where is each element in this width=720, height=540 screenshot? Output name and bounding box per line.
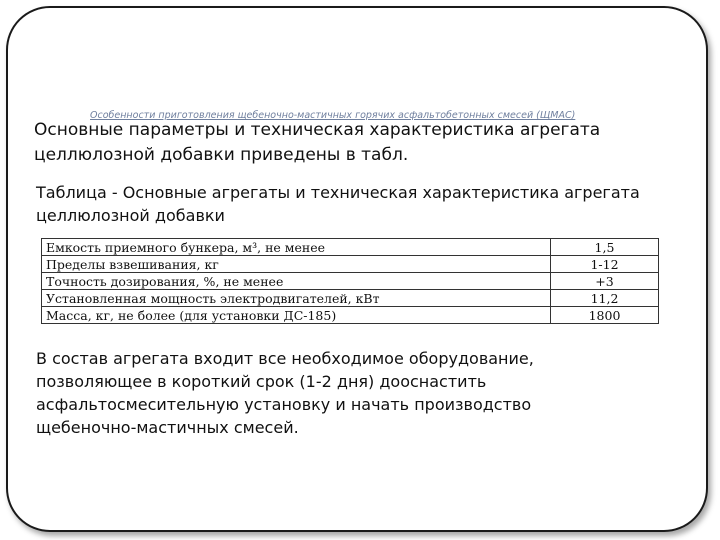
row-value: +3 bbox=[551, 273, 659, 290]
table-row bbox=[42, 290, 659, 307]
table-row bbox=[42, 239, 659, 256]
row-value: 1800 bbox=[551, 307, 659, 324]
slide-header: Особенности приготовления щебеночно-мастичных горячих асфальтобетонных смесей (ЩМАС) bbox=[90, 110, 576, 121]
row-label: Установленная мощность электродвигателей, кВт bbox=[42, 290, 551, 307]
table-row bbox=[42, 256, 659, 273]
parameters-table bbox=[41, 238, 659, 324]
row-value: 11,2 bbox=[551, 290, 659, 307]
intro-paragraph: Основные параметры и техническая характеристика агрегата целлюлозной добавки приведены в табл. bbox=[34, 120, 601, 165]
row-label: Пределы взвешивания, кг bbox=[42, 256, 551, 273]
table-row bbox=[42, 307, 659, 324]
row-value: 1,5 bbox=[551, 239, 659, 256]
row-label: Емкость приемного бункера, м³, не менее bbox=[42, 239, 551, 256]
table-row bbox=[42, 273, 659, 290]
conclusion-paragraph: В состав агрегата входит все необходимое оборудование, позволяющее в короткий срок (1-2 дня) дооснастить асфальтосмесительную установку и начать производство щебеночно-мастичных смесей. bbox=[36, 349, 534, 437]
table-caption: Таблица - Основные агрегаты и техническая характеристика агрегата целлюлозной добавки bbox=[36, 183, 640, 225]
row-label: Точность дозирования, %, не менее bbox=[42, 273, 551, 290]
row-label: Масса, кг, не более (для установки ДС-185) bbox=[42, 307, 551, 324]
row-value: 1-12 bbox=[551, 256, 659, 273]
